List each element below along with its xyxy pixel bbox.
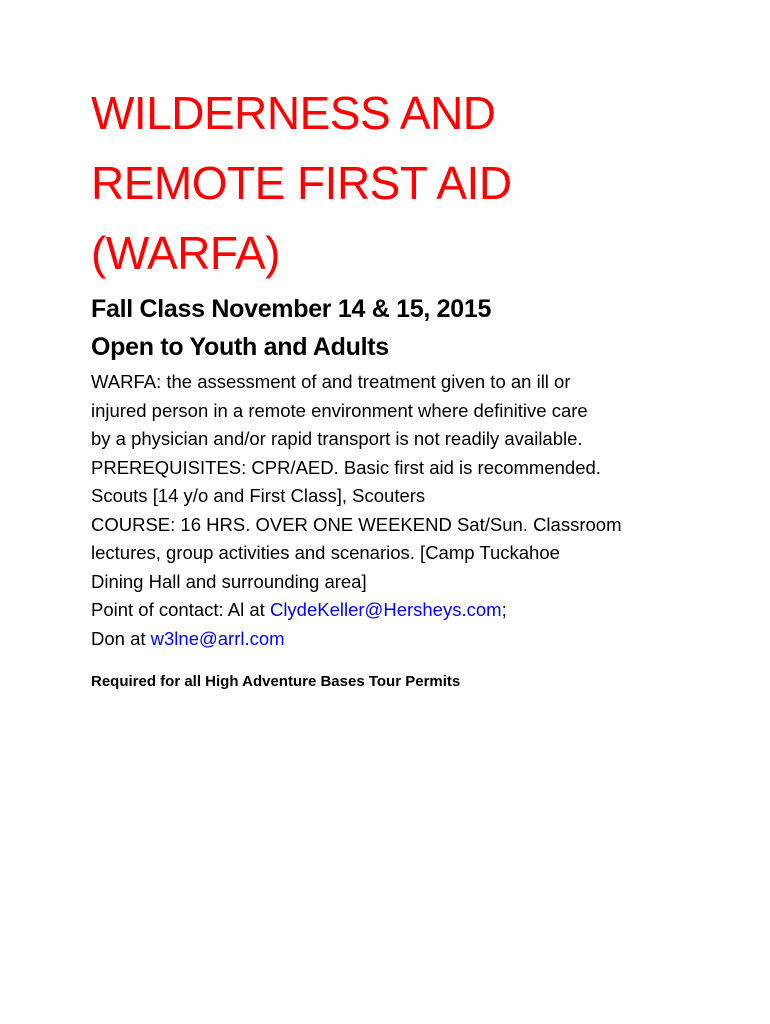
flyer-title [91, 78, 731, 288]
flyer-page [91, 78, 731, 692]
contact-don-prefix: Don at [91, 627, 151, 649]
definition-line-1: WARFA: the assessment of and treatment given to an ill or [91, 371, 571, 392]
course-description [91, 368, 731, 653]
prerequisites-line-1: PREREQUISITES: CPR/AED. Basic first aid is recommended. [91, 456, 601, 478]
email-link-al[interactable]: ClydeKeller@Hersheys.com [269, 599, 502, 620]
contact-line-al [91, 596, 731, 625]
audience-heading: Open to Youth and Adults [91, 333, 389, 361]
contact-line-don [91, 625, 731, 654]
contact-separator: ; [501, 599, 507, 620]
prerequisites-line-2: Scouts [14 y/o and First Class], Scouters [91, 485, 426, 506]
title-line-2: REMOTE FIRST AID [91, 157, 512, 209]
definition-line-2: injured person in a remote environment where definitive care [91, 399, 588, 421]
course-line-3: Dining Hall and surrounding area] [91, 570, 367, 592]
class-dates-heading: Fall Class November 14 & 15, 2015 [91, 295, 492, 323]
required-note: Required for all High Adventure Bases Tour Permits [91, 673, 461, 690]
course-line-1: COURSE: 16 HRS. OVER ONE WEEKEND Sat/Sun. Classroom [91, 513, 622, 535]
definition-line-3: by a physician and/or rapid transport is not readily available. [91, 428, 583, 449]
title-line-3: (WARFA) [91, 227, 280, 279]
email-link-don[interactable]: w3lne@arrl.com [150, 627, 285, 649]
course-line-2: lectures, group activities and scenarios. [Camp Tuckahoe [91, 542, 560, 563]
title-line-1: WILDERNESS AND [91, 87, 496, 139]
contact-prefix: Point of contact: Al at [91, 599, 270, 620]
